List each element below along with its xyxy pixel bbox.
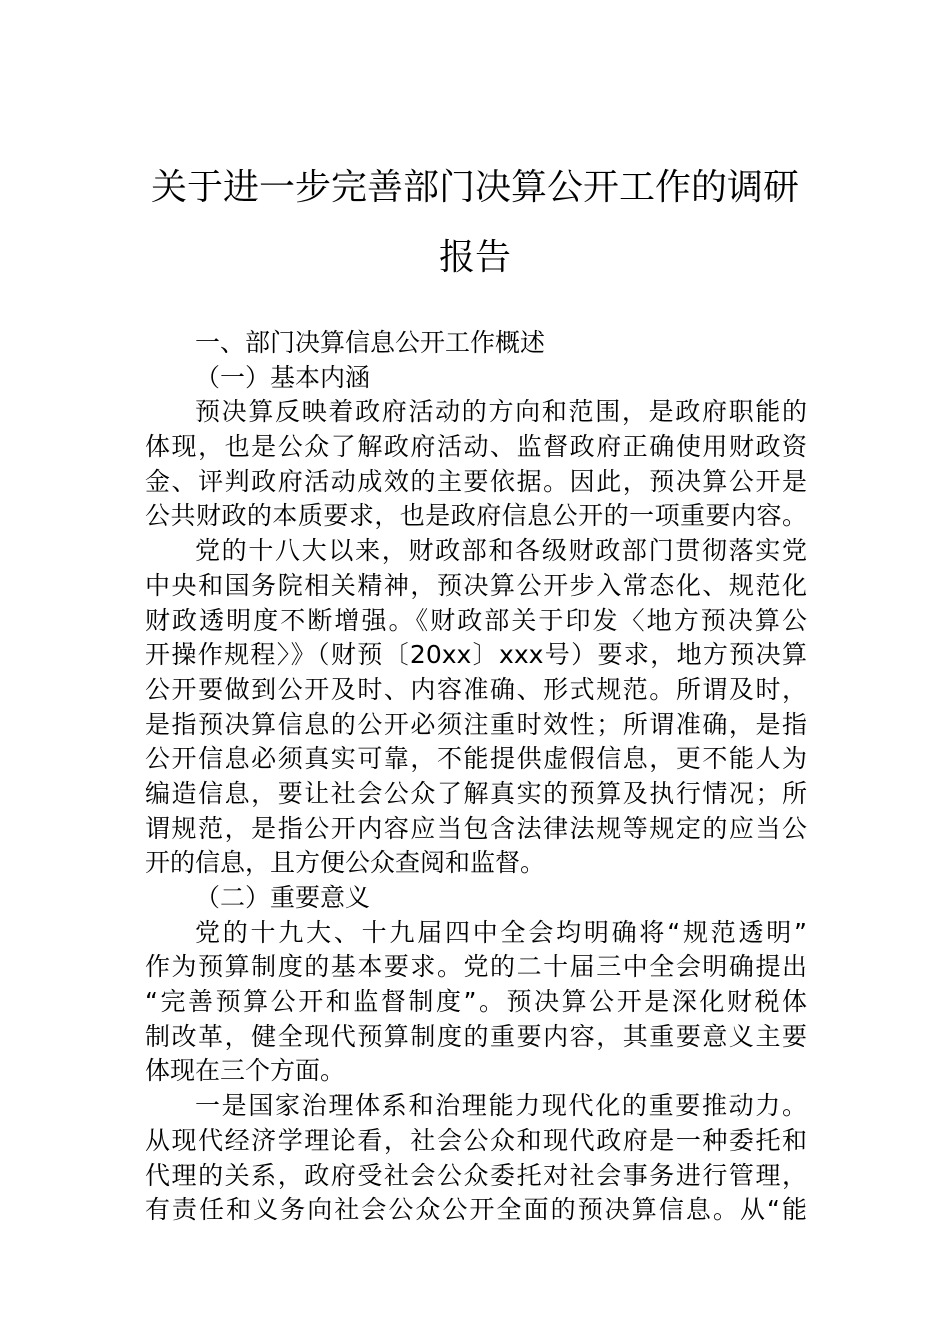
- text-line: 公开要做到公开及时、内容准确、形式规范。所谓及时，: [145, 674, 807, 704]
- text-line: 中央和国务院相关精神，预决算公开步入常态化、规范化: [145, 570, 807, 600]
- document-title-line-1: 关于进一步完善部门决算公开工作的调研: [150, 167, 799, 208]
- text-line: 有责任和义务向社会公众公开全面的预决算信息。从“能: [145, 1195, 807, 1225]
- text-line: 代理的关系，政府受社会公众委托对社会事务进行管理，: [145, 1160, 807, 1190]
- text-line: 财政透明度不断增强。《财政部关于印发〈地方预决算公: [145, 605, 807, 635]
- text-line: 体现，也是公众了解政府活动、监督政府正确使用财政资: [145, 432, 807, 462]
- text-line: 金、评判政府活动成效的主要依据。因此，预决算公开是: [145, 466, 807, 496]
- text-line: 公开信息必须真实可靠，不能提供虚假信息，更不能人为: [145, 744, 807, 774]
- text-line: 党的十九大、十九届四中全会均明确将“规范透明”: [195, 917, 807, 947]
- text-line: 编造信息，要让社会公众了解真实的预算及执行情况；所: [145, 778, 807, 808]
- text-line: 一是国家治理体系和治理能力现代化的重要推动力。: [195, 1091, 807, 1121]
- text-line: 开的信息，且方便公众查阅和监督。: [145, 848, 546, 878]
- text-line: 预决算反映着政府活动的方向和范围，是政府职能的: [195, 397, 807, 427]
- text-line: 开操作规程〉》（财预〔20xx〕xxx号）要求，地方预决算: [145, 640, 807, 670]
- text-line: 谓规范，是指公开内容应当包含法律法规等规定的应当公: [145, 813, 807, 843]
- text-line: 从现代经济学理论看，社会公众和现代政府是一种委托和: [145, 1125, 807, 1155]
- text-line: （一）基本内涵: [195, 362, 371, 392]
- text-line: （二）重要意义: [195, 883, 371, 912]
- document-title-line-2: 报告: [438, 237, 511, 278]
- document-body: [145, 326, 807, 1228]
- text-line: 体现在三个方面。: [145, 1056, 346, 1086]
- text-line: 制改革，健全现代预算制度的重要内容，其重要意义主要: [145, 1021, 807, 1051]
- text-line: 公共财政的本质要求，也是政府信息公开的一项重要内容。: [145, 501, 807, 531]
- text-line: 是指预决算信息的公开必须注重时效性；所谓准确，是指: [145, 709, 807, 739]
- text-line: 作为预算制度的基本要求。党的二十届三中全会明确提出: [145, 952, 807, 982]
- text-line: 党的十八大以来，财政部和各级财政部门贯彻落实党: [195, 536, 807, 566]
- text-line: 一、部门决算信息公开工作概述: [195, 328, 546, 357]
- text-line: “完善预算公开和监督制度”。预决算公开是深化财税体: [145, 987, 807, 1017]
